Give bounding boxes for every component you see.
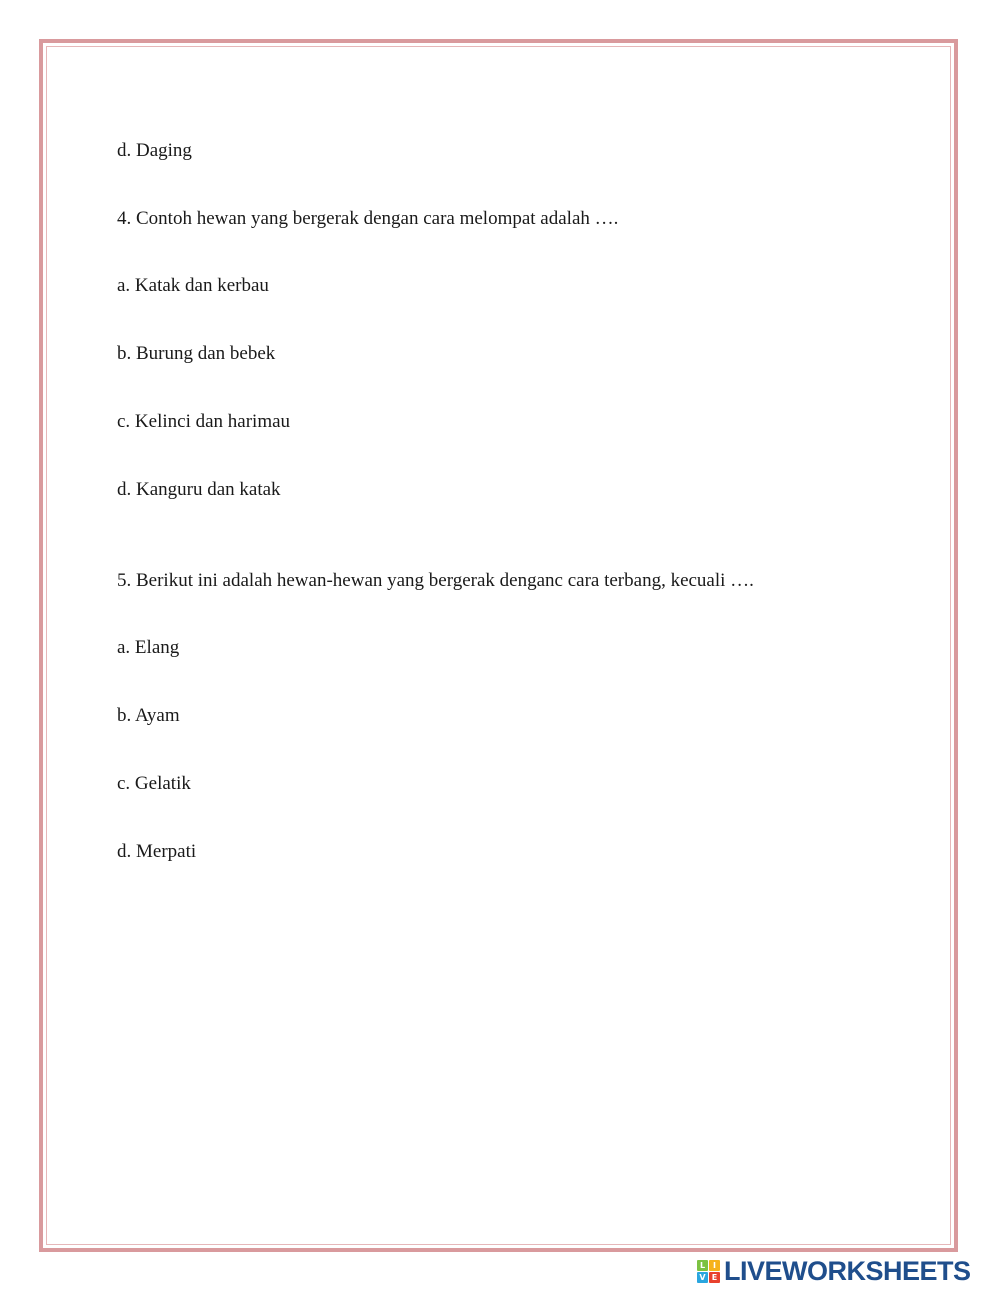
liveworksheets-mark-icon <box>697 1260 720 1283</box>
option-4d: d. Kanguru dan katak <box>117 479 281 500</box>
mark-tile-l: L <box>697 1260 708 1271</box>
question-5: 5. Berikut ini adalah hewan-hewan yang bergerak denganc cara terbang, kecuali …. <box>117 570 754 591</box>
question-4: 4. Contoh hewan yang bergerak dengan cara melompat adalah …. <box>117 208 619 229</box>
option-3d: d. Daging <box>117 140 192 161</box>
mark-tile-v: V <box>697 1272 708 1283</box>
option-5d: d. Merpati <box>117 841 197 862</box>
option-5b: b. Ayam <box>117 705 180 726</box>
liveworksheets-logo <box>697 1255 971 1286</box>
option-4a: a. Katak dan kerbau <box>117 275 269 296</box>
mark-tile-i: I <box>709 1260 720 1271</box>
option-5a: a. Elang <box>117 637 180 658</box>
option-4c: c. Kelinci dan harimau <box>117 411 291 432</box>
option-5c: c. Gelatik <box>117 773 191 794</box>
logo-text: LIVEWORKSHEETS <box>724 1255 971 1286</box>
mark-tile-e: E <box>709 1272 720 1283</box>
option-4b: b. Burung dan bebek <box>117 343 276 364</box>
